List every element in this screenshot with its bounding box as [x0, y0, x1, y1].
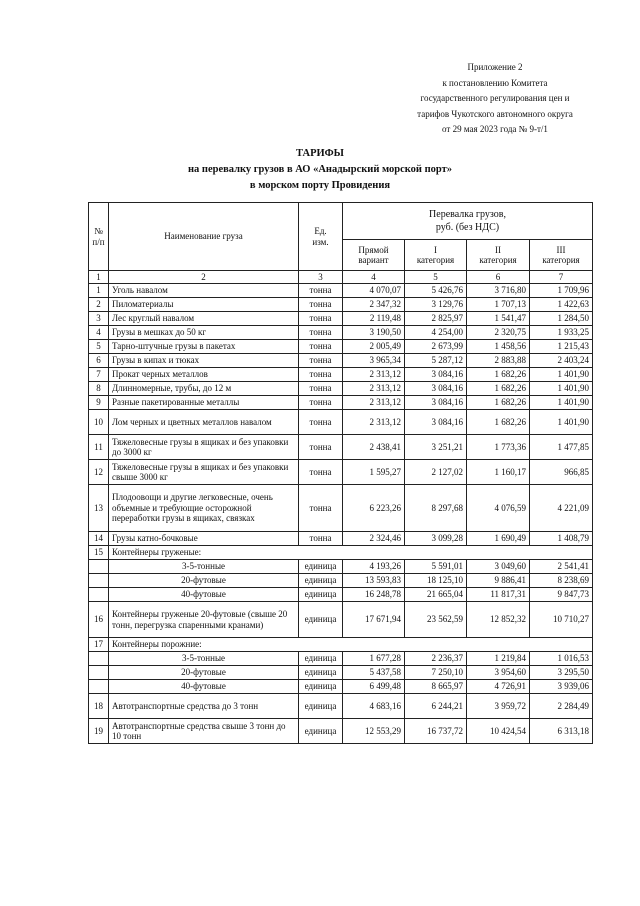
cat3-value: 9 847,73 — [530, 588, 593, 602]
tariffs-body — [89, 271, 593, 744]
direct-value: 12 553,29 — [343, 719, 405, 744]
cargo-name: Тяжеловесные грузы в ящиках и без упаковки до 3000 кг — [109, 435, 299, 460]
cat2-value: 1 160,17 — [467, 460, 530, 485]
table-row — [89, 546, 593, 560]
cat1-value: 3 099,28 — [405, 532, 467, 546]
annex-line: от 29 мая 2023 года № 9-т/1 — [442, 124, 548, 134]
cat1-value: 5 591,01 — [405, 560, 467, 574]
unit-cell: тонна — [299, 298, 343, 312]
direct-value: 2 347,32 — [343, 298, 405, 312]
table-row — [89, 298, 593, 312]
direct-value: 5 437,58 — [343, 666, 405, 680]
row-number: 12 — [89, 460, 109, 485]
unit-cell: тонна — [299, 382, 343, 396]
direct-value: 2 324,46 — [343, 532, 405, 546]
cat1-value: 16 737,72 — [405, 719, 467, 744]
table-row — [89, 560, 593, 574]
cargo-name: Контейнеры порожние: — [109, 638, 593, 652]
row-number — [89, 666, 109, 680]
cat2-value: 2 883,88 — [467, 354, 530, 368]
unit-cell: тонна — [299, 340, 343, 354]
direct-value: 2 005,49 — [343, 340, 405, 354]
direct-value: 3 965,34 — [343, 354, 405, 368]
cat2-value: 10 424,54 — [467, 719, 530, 744]
row-number: 1 — [89, 284, 109, 298]
header-group: Перевалка грузов, руб. (без НДС) — [343, 203, 593, 240]
cargo-name: Грузы в кипах и тюках — [109, 354, 299, 368]
cat2-value: 3 959,72 — [467, 694, 530, 719]
cat3-value: 1 408,79 — [530, 532, 593, 546]
unit-cell: тонна — [299, 532, 343, 546]
row-number: 2 — [89, 298, 109, 312]
direct-value: 16 248,78 — [343, 588, 405, 602]
cat1-value: 2 127,02 — [405, 460, 467, 485]
column-number: 3 — [299, 271, 343, 284]
cat3-value: 10 710,27 — [530, 602, 593, 638]
table-row — [89, 354, 593, 368]
direct-value: 3 190,50 — [343, 326, 405, 340]
table-row — [89, 368, 593, 382]
cat2-value: 4 076,59 — [467, 485, 530, 532]
row-number: 10 — [89, 410, 109, 435]
row-number — [89, 588, 109, 602]
cargo-name: Лес круглый навалом — [109, 312, 299, 326]
cargo-name: Пиломатериалы — [109, 298, 299, 312]
unit-cell: тонна — [299, 396, 343, 410]
cat2-value: 1 773,36 — [467, 435, 530, 460]
cat2-value: 1 458,56 — [467, 340, 530, 354]
cat3-value: 3 295,50 — [530, 666, 593, 680]
direct-value: 4 070,07 — [343, 284, 405, 298]
cat1-value: 5 426,76 — [405, 284, 467, 298]
cargo-name: 40-футовые — [109, 680, 299, 694]
unit-cell: тонна — [299, 435, 343, 460]
direct-value: 4 193,26 — [343, 560, 405, 574]
cat3-value: 8 238,69 — [530, 574, 593, 588]
row-number: 15 — [89, 546, 109, 560]
column-number: 7 — [530, 271, 593, 284]
cat3-value: 1 422,63 — [530, 298, 593, 312]
cat2-value: 2 320,75 — [467, 326, 530, 340]
cat2-value: 1 682,26 — [467, 410, 530, 435]
cat2-value: 1 541,47 — [467, 312, 530, 326]
row-number: 8 — [89, 382, 109, 396]
table-row — [89, 340, 593, 354]
cat2-value: 3 049,60 — [467, 560, 530, 574]
header-name: Наименование груза — [109, 203, 299, 271]
row-number: 5 — [89, 340, 109, 354]
row-number: 11 — [89, 435, 109, 460]
table-row — [89, 284, 593, 298]
row-number: 17 — [89, 638, 109, 652]
unit-cell: тонна — [299, 410, 343, 435]
row-number — [89, 680, 109, 694]
row-number: 13 — [89, 485, 109, 532]
annex-line: тарифов Чукотского автономного округа — [417, 108, 573, 119]
cat3-value: 4 221,09 — [530, 485, 593, 532]
cat1-value: 2 236,37 — [405, 652, 467, 666]
row-number: 9 — [89, 396, 109, 410]
column-numbers-row — [89, 271, 593, 284]
unit-cell: тонна — [299, 326, 343, 340]
tariffs-table — [88, 202, 593, 744]
table-row — [89, 435, 593, 460]
cat2-value: 3 716,80 — [467, 284, 530, 298]
unit-cell: тонна — [299, 284, 343, 298]
cat1-value: 21 665,04 — [405, 588, 467, 602]
header-cat2: II категория — [467, 240, 530, 271]
header-direct: Прямой вариант — [343, 240, 405, 271]
cat2-value: 1 682,26 — [467, 382, 530, 396]
cat3-value: 1 401,90 — [530, 368, 593, 382]
cat2-value: 12 852,32 — [467, 602, 530, 638]
cat1-value: 2 673,99 — [405, 340, 467, 354]
row-number: 4 — [89, 326, 109, 340]
table-row — [89, 410, 593, 435]
cat1-value: 3 251,21 — [405, 435, 467, 460]
cat1-value: 23 562,59 — [405, 602, 467, 638]
unit-cell: тонна — [299, 312, 343, 326]
cargo-name: Тяжеловесные грузы в ящиках и без упаковки свыше 3000 кг — [109, 460, 299, 485]
direct-value: 2 313,12 — [343, 368, 405, 382]
cat3-value: 3 939,06 — [530, 680, 593, 694]
cat1-value: 8 297,68 — [405, 485, 467, 532]
cargo-name: Автотранспортные средства до 3 тонн — [109, 694, 299, 719]
title-location: в морском порту Провидения — [249, 180, 391, 191]
table-row — [89, 532, 593, 546]
column-number: 6 — [467, 271, 530, 284]
direct-value: 1 677,28 — [343, 652, 405, 666]
row-number — [89, 574, 109, 588]
title-subtitle: на перевалку грузов в АО «Анадырский морской порт» — [187, 164, 453, 175]
direct-value: 6 223,26 — [343, 485, 405, 532]
cat2-value: 9 886,41 — [467, 574, 530, 588]
cat1-value: 5 287,12 — [405, 354, 467, 368]
unit-cell: единица — [299, 652, 343, 666]
unit-cell: единица — [299, 560, 343, 574]
direct-value: 6 499,48 — [343, 680, 405, 694]
unit-cell: тонна — [299, 460, 343, 485]
cat3-value: 1 401,90 — [530, 396, 593, 410]
direct-value: 17 671,94 — [343, 602, 405, 638]
cat3-value: 1 477,85 — [530, 435, 593, 460]
cat3-value: 2 541,41 — [530, 560, 593, 574]
cat2-value: 3 954,60 — [467, 666, 530, 680]
cargo-name: 3-5-тонные — [109, 560, 299, 574]
cat3-value: 1 933,25 — [530, 326, 593, 340]
table-row — [89, 588, 593, 602]
column-number: 2 — [109, 271, 299, 284]
header-cat3: III категория — [530, 240, 593, 271]
cargo-name: Тарно-штучные грузы в пакетах — [109, 340, 299, 354]
cargo-name: Разные пакетированные металлы — [109, 396, 299, 410]
cat1-value: 18 125,10 — [405, 574, 467, 588]
direct-value: 2 313,12 — [343, 410, 405, 435]
cargo-name: Грузы катно-бочковые — [109, 532, 299, 546]
table-row — [89, 312, 593, 326]
cargo-name: Плодоовощи и другие легковесные, очень объемные и требующие осторожной переработки грузы в ящиках, связках — [109, 485, 299, 532]
cat3-value: 1 215,43 — [530, 340, 593, 354]
cat1-value: 3 084,16 — [405, 410, 467, 435]
annex-line: Приложение 2 — [467, 62, 523, 72]
cat2-value: 1 682,26 — [467, 396, 530, 410]
cat1-value: 3 084,16 — [405, 396, 467, 410]
table-row — [89, 396, 593, 410]
row-number — [89, 652, 109, 666]
row-number: 18 — [89, 694, 109, 719]
cat1-value: 3 084,16 — [405, 382, 467, 396]
table-row — [89, 638, 593, 652]
unit-cell: тонна — [299, 485, 343, 532]
cargo-name: 20-футовые — [109, 666, 299, 680]
header-unit: Ед. изм. — [299, 203, 343, 271]
row-number: 16 — [89, 602, 109, 638]
cat2-value: 1 682,26 — [467, 368, 530, 382]
cat3-value: 1 401,90 — [530, 382, 593, 396]
cat3-value: 1 016,53 — [530, 652, 593, 666]
cat2-value: 1 219,84 — [467, 652, 530, 666]
direct-value: 2 313,12 — [343, 396, 405, 410]
direct-value: 2 119,48 — [343, 312, 405, 326]
cat3-value: 6 313,18 — [530, 719, 593, 744]
cargo-name: 40-футовые — [109, 588, 299, 602]
header-num: № п/п — [89, 203, 109, 271]
unit-cell: единица — [299, 694, 343, 719]
direct-value: 2 313,12 — [343, 382, 405, 396]
table-row — [89, 719, 593, 744]
row-number: 6 — [89, 354, 109, 368]
table-row — [89, 694, 593, 719]
row-number: 14 — [89, 532, 109, 546]
unit-cell: единица — [299, 719, 343, 744]
cat3-value: 1 401,90 — [530, 410, 593, 435]
cargo-name: 3-5-тонные — [109, 652, 299, 666]
unit-cell: тонна — [299, 354, 343, 368]
cat3-value: 1 709,96 — [530, 284, 593, 298]
annex-line: к постановлению Комитета — [442, 77, 548, 88]
cat2-value: 1 707,13 — [467, 298, 530, 312]
cargo-name: Лом черных и цветных металлов навалом — [109, 410, 299, 435]
cat1-value: 3 129,76 — [405, 298, 467, 312]
cat1-value: 6 244,21 — [405, 694, 467, 719]
cat1-value: 4 254,00 — [405, 326, 467, 340]
annex-line: государственного регулирования цен и — [420, 93, 570, 103]
row-number: 19 — [89, 719, 109, 744]
unit-cell: тонна — [299, 368, 343, 382]
cat3-value: 2 284,49 — [530, 694, 593, 719]
direct-value: 2 438,41 — [343, 435, 405, 460]
cat3-value: 966,85 — [530, 460, 593, 485]
unit-cell: единица — [299, 602, 343, 638]
document-title — [0, 146, 640, 194]
cat3-value: 1 284,50 — [530, 312, 593, 326]
direct-value: 1 595,27 — [343, 460, 405, 485]
row-number — [89, 560, 109, 574]
cargo-name: Контейнеры груженые 20-футовые (свыше 20 тонн, перегрузка спаренными кранами) — [109, 602, 299, 638]
column-number: 1 — [89, 271, 109, 284]
cargo-name: Автотранспортные средства свыше 3 тонн до 10 тонн — [109, 719, 299, 744]
cargo-name: Уголь навалом — [109, 284, 299, 298]
direct-value: 4 683,16 — [343, 694, 405, 719]
cargo-name: Контейнеры груженые: — [109, 546, 593, 560]
table-row — [89, 666, 593, 680]
table-row — [89, 460, 593, 485]
unit-cell: единица — [299, 666, 343, 680]
cat2-value: 11 817,31 — [467, 588, 530, 602]
cat3-value: 2 403,24 — [530, 354, 593, 368]
column-number: 5 — [405, 271, 467, 284]
cat2-value: 4 726,91 — [467, 680, 530, 694]
cargo-name: Грузы в мешках до 50 кг — [109, 326, 299, 340]
table-row — [89, 602, 593, 638]
table-row — [89, 326, 593, 340]
unit-cell: единица — [299, 574, 343, 588]
table-row — [89, 574, 593, 588]
cargo-name: Длинномерные, трубы, до 12 м — [109, 382, 299, 396]
table-row — [89, 652, 593, 666]
title-main: ТАРИФЫ — [296, 148, 344, 159]
row-number: 7 — [89, 368, 109, 382]
header-cat1: I категория — [405, 240, 467, 271]
cat1-value: 8 665,97 — [405, 680, 467, 694]
cat1-value: 2 825,97 — [405, 312, 467, 326]
column-number: 4 — [343, 271, 405, 284]
table-row — [89, 382, 593, 396]
unit-cell: единица — [299, 588, 343, 602]
table-row — [89, 485, 593, 532]
table-row — [89, 680, 593, 694]
cargo-name: Прокат черных металлов — [109, 368, 299, 382]
row-number: 3 — [89, 312, 109, 326]
unit-cell: единица — [299, 680, 343, 694]
cat1-value: 7 250,10 — [405, 666, 467, 680]
cat1-value: 3 084,16 — [405, 368, 467, 382]
direct-value: 13 593,83 — [343, 574, 405, 588]
cat2-value: 1 690,49 — [467, 532, 530, 546]
cargo-name: 20-футовые — [109, 574, 299, 588]
annex-note — [395, 60, 595, 138]
